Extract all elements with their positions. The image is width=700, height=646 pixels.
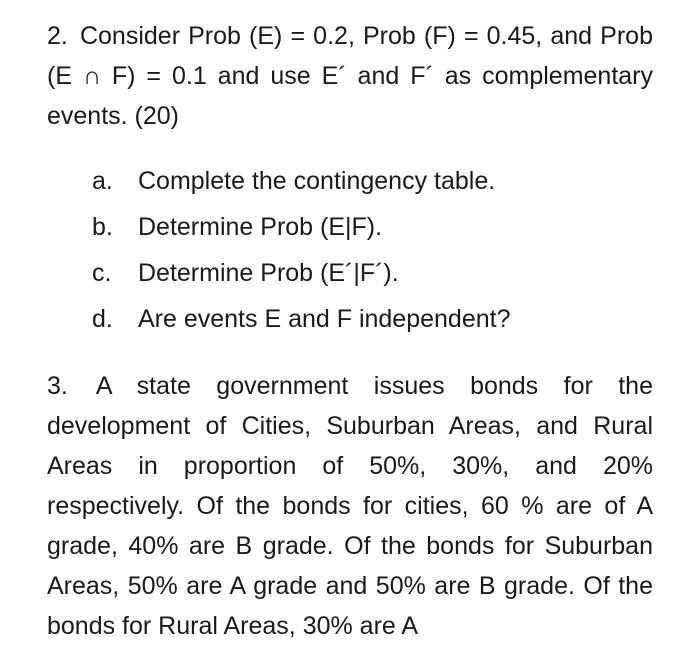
question-2-parts <box>92 160 652 344</box>
part-letter: d. <box>92 305 113 333</box>
part-letter: c. <box>92 259 112 287</box>
question-2-part-d <box>92 298 652 344</box>
question-2-part-c <box>92 252 652 298</box>
question-2-part-a <box>92 160 652 206</box>
question-3-text: A state government issues bonds for the development of Cities, Suburban Areas, and Rural Areas in proportion of 50%, 30%, and 20% respectively. Of the bonds for cities, 60 % are of A grade, 40% are B grade. Of the bonds for Suburban Areas, 50% are A grade and 50% are B grade. Of the bonds for Rural Areas, 30% are A <box>47 372 653 640</box>
question-2-text: Consider Prob (E) = 0.2, Prob (F) = 0.45, and Prob (E ∩ F) = 0.1 and use E´ and F´ as complementary events. (20) <box>47 22 653 130</box>
part-text: Are events E and F independent? <box>138 305 511 333</box>
question-3 <box>47 366 653 646</box>
question-3-number: 3. <box>47 372 68 400</box>
part-text: Complete the contingency table. <box>138 167 496 195</box>
question-2-number: 2. <box>47 22 68 50</box>
part-text: Determine Prob (E|F). <box>138 213 383 241</box>
question-2-part-b <box>92 206 652 252</box>
part-text: Determine Prob (E´|F´). <box>138 259 399 287</box>
part-letter: b. <box>92 213 113 241</box>
question-2 <box>47 16 653 136</box>
part-letter: a. <box>92 167 113 195</box>
